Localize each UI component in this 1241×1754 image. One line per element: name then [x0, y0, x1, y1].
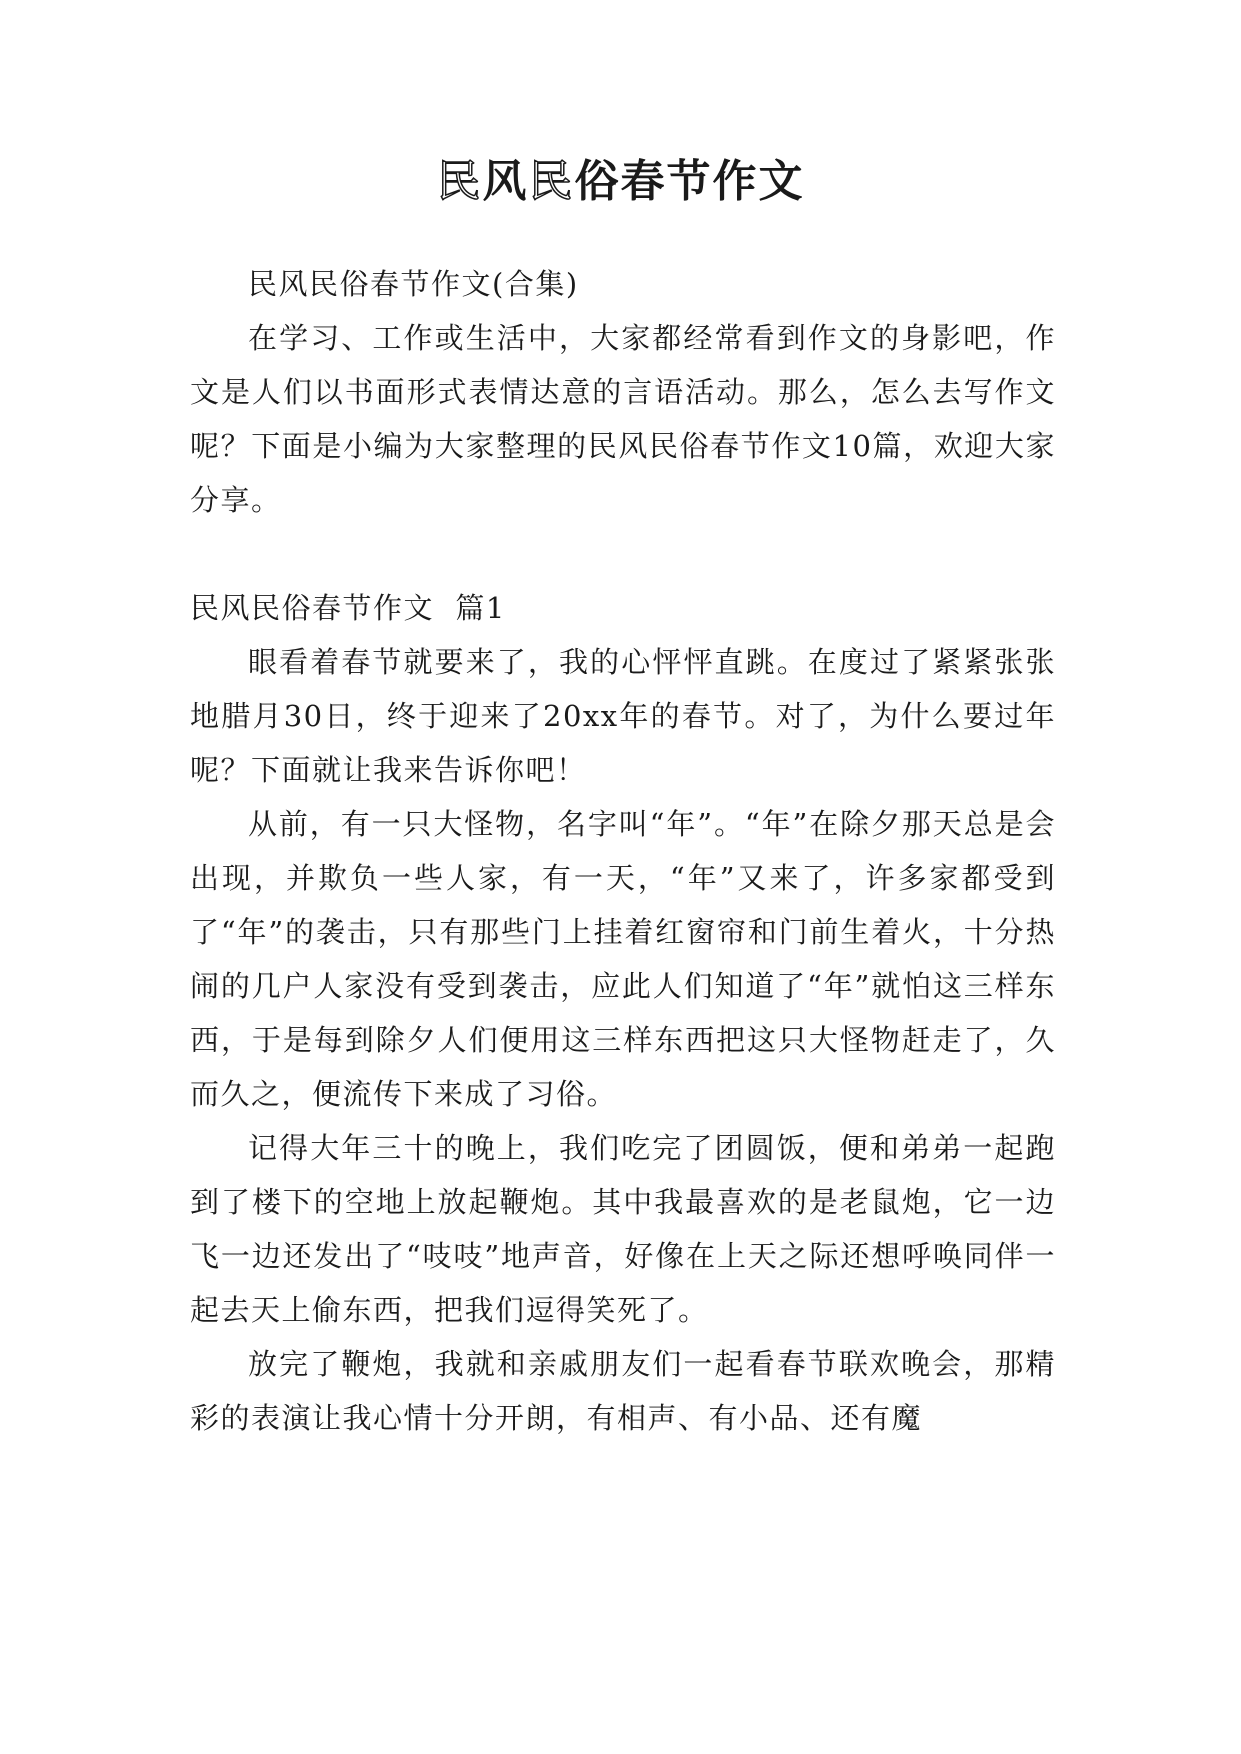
intro-heading: 民风民俗春节作文(合集) — [248, 267, 579, 301]
title-rest: 俗春节作文 — [574, 156, 805, 207]
title-char: 风 — [482, 156, 529, 207]
article-paragraph: 放完了鞭炮，我就和亲戚朋友们一起看春节联欢晚会，那精彩的表演让我心情十分开朗，有相声、有小品、还有魔 — [190, 1347, 1056, 1435]
title-char-outline: 民 — [436, 156, 483, 207]
document-body — [190, 257, 1056, 1445]
article-paragraph: 从前，有一只大怪物，名字叫“年”。“年”在除夕那天总是会出现，并欺负一些人家，有一天，“年”又来了，许多家都受到了“年”的袭击，只有那些门上挂着红窗帘和门前生着火，十分热闹的几户人家没有受到袭击，应此人们知道了“年”就怕这三样东西，于是每到除夕人们便用这三样东西把这只大怪物赶走了，久而久之，便流传下来成了习俗。 — [190, 807, 1056, 1111]
title-char-outline: 民 — [528, 156, 575, 207]
article-heading: 民风民俗春节作文 篇1 — [190, 591, 506, 625]
section-gap — [190, 527, 1056, 581]
article-paragraph: 眼看着春节就要来了，我的心怦怦直跳。在度过了紧紧张张地腊月30日，终于迎来了20xx年的春节。对了，为什么要过年呢？下面就让我来告诉你吧！ — [190, 645, 1056, 787]
intro-paragraph: 在学习、工作或生活中，大家都经常看到作文的身影吧，作文是人们以书面形式表情达意的言语活动。那么，怎么去写作文呢？下面是小编为大家整理的民风民俗春节作文10篇，欢迎大家分享。 — [190, 321, 1056, 517]
article-paragraph: 记得大年三十的晚上，我们吃完了团圆饭，便和弟弟一起跑到了楼下的空地上放起鞭炮。其中我最喜欢的是老鼠炮，它一边飞一边还发出了“吱吱”地声音，好像在上天之际还想呼唤同伴一起去天上偷东西，把我们逗得笑死了。 — [190, 1131, 1056, 1327]
document-title — [0, 150, 1241, 214]
